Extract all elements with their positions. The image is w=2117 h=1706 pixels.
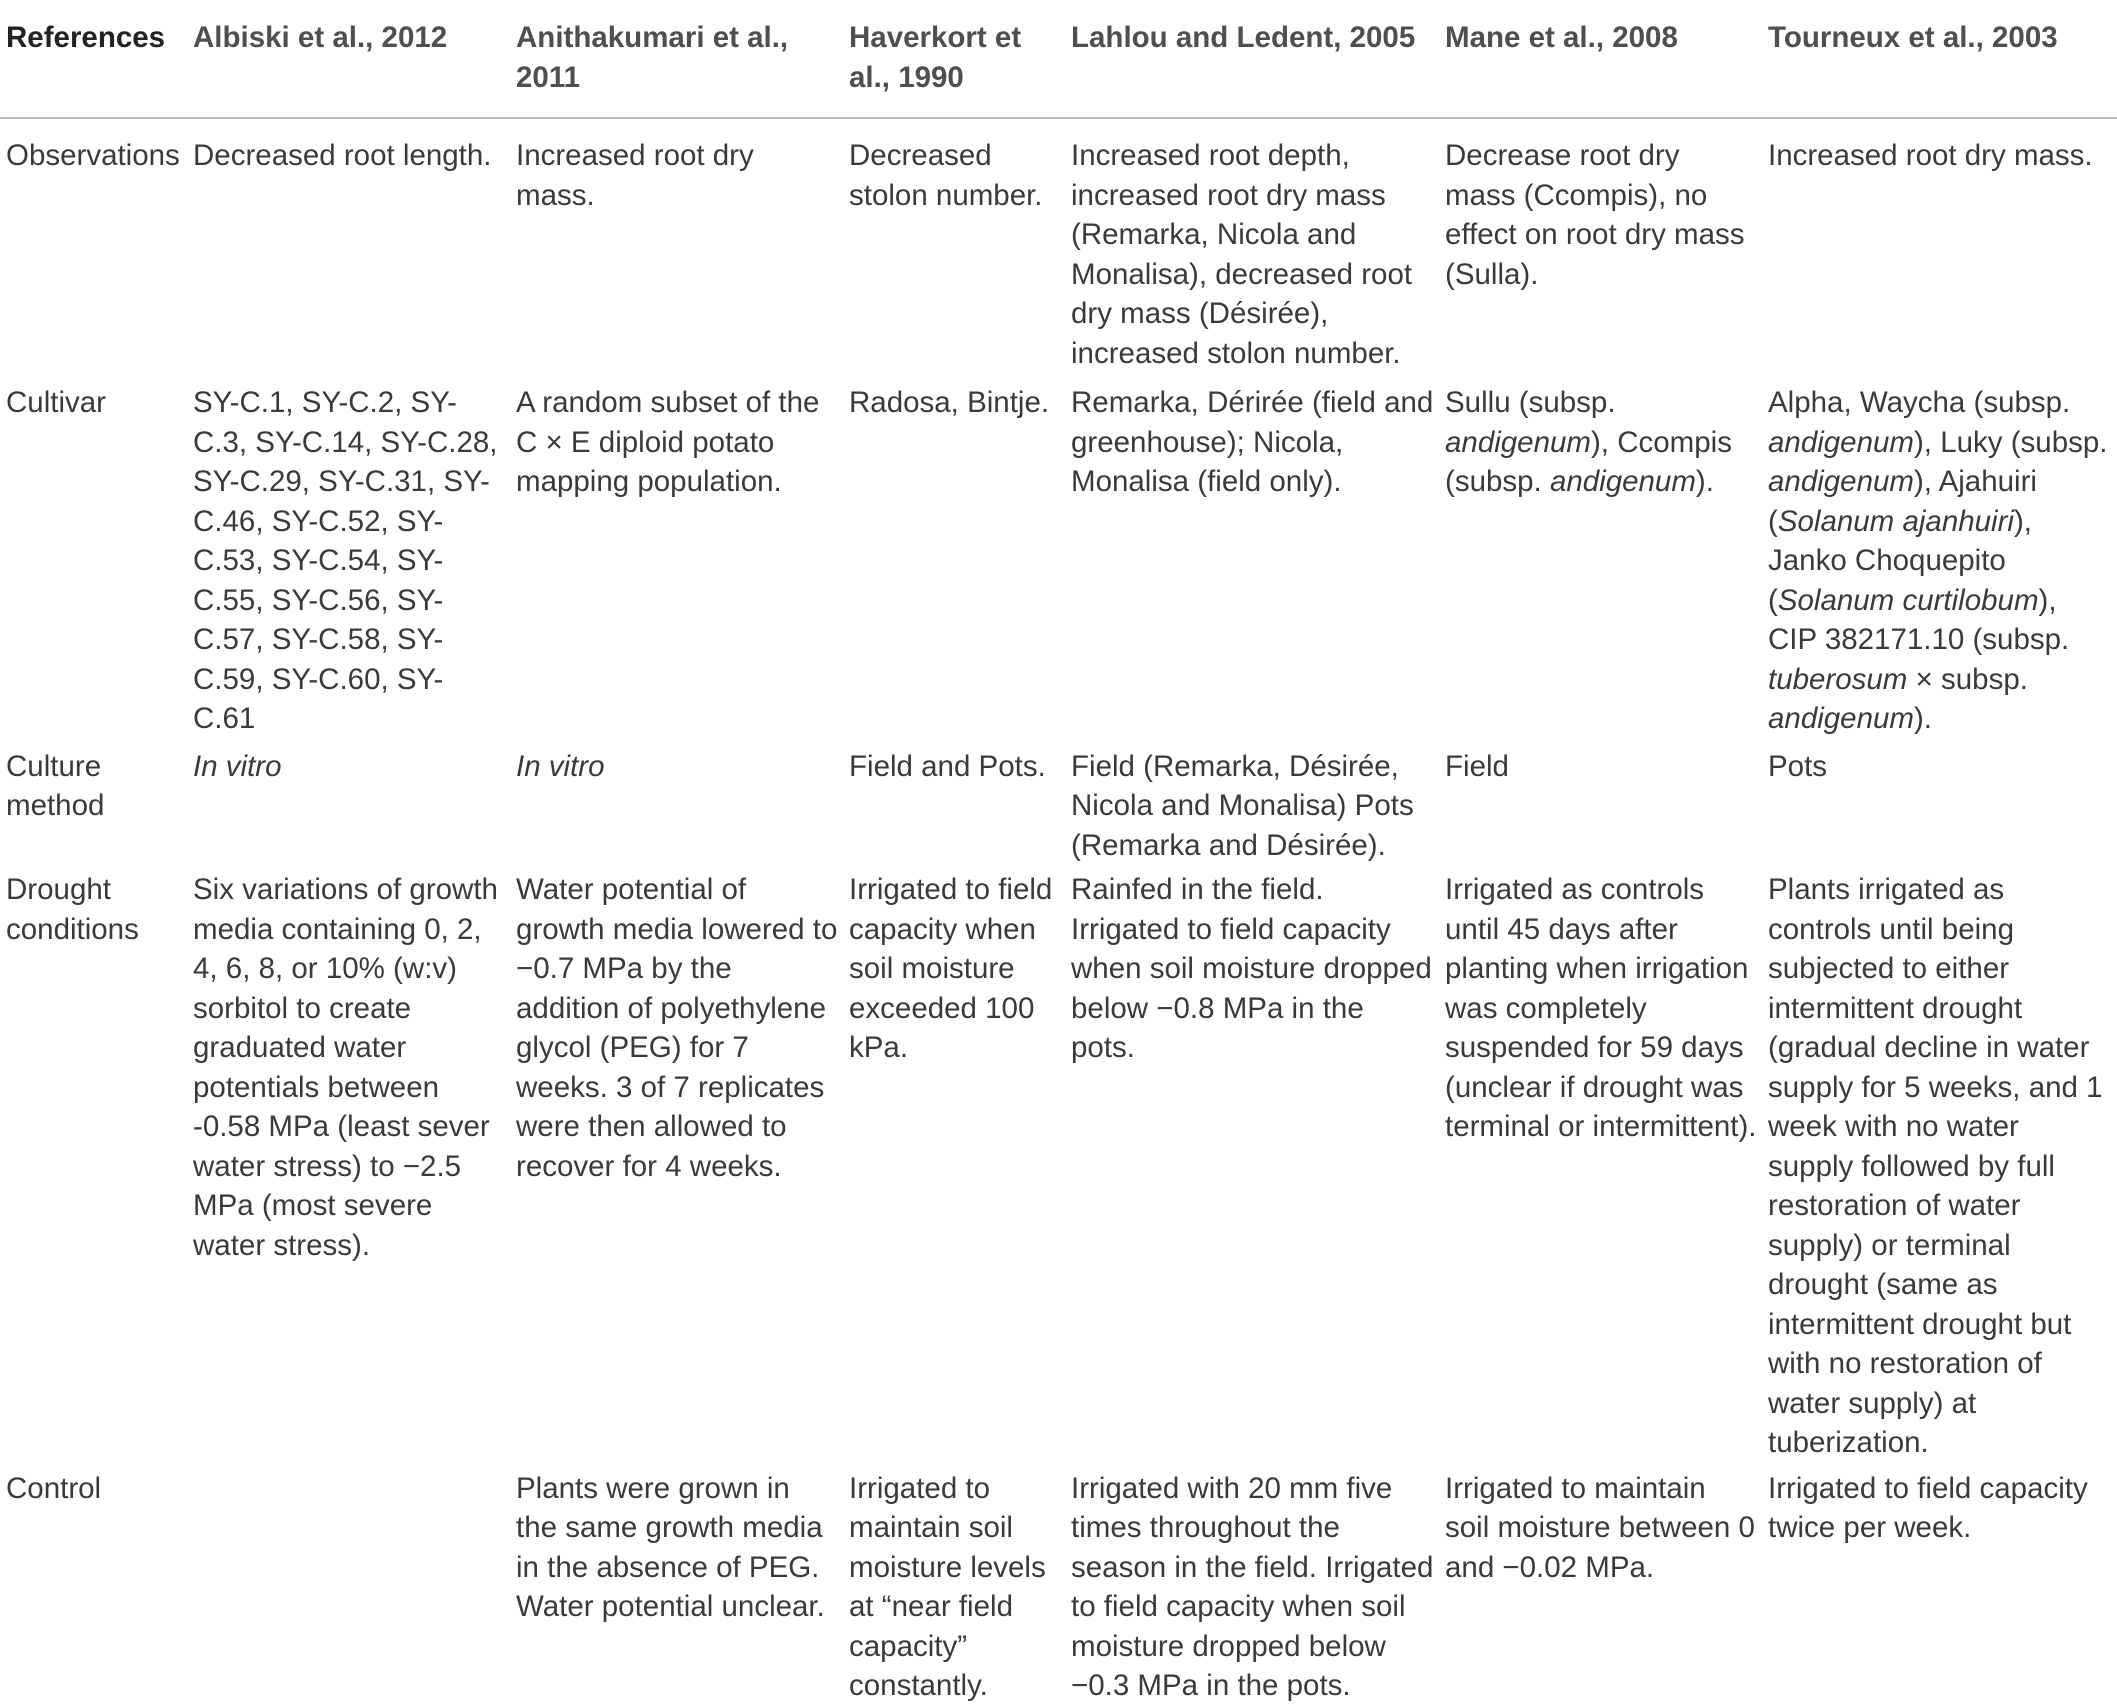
cell-observations-lahlou: Increased root depth, increased root dry mass (Remarka, Nicola and Monalisa), decreased root dry mass (Désirée), increased stolon number. [1071, 139, 1413, 370]
header-references: References [0, 0, 190, 118]
cell-drought-anithakumari: Water potential of growth media lowered to −0.7 MPa by the addition of polyethylene glycol (PEG) for 7 weeks. 3 of 7 replicates were then allowed to recover for 4 weeks. [516, 873, 838, 1183]
cell-drought-mane: Irrigated as controls until 45 days after planting when irrigation was completely suspended for 59 days (unclear if drought was terminal or intermittent). [1445, 873, 1757, 1143]
header-lahlou: Lahlou and Ledent, 2005 [1068, 0, 1442, 118]
row-label-culture-method: Culture method [6, 749, 105, 822]
cell-cultivar-tourneux: Alpha, Waycha (subsp. andigenum), Luky (subsp. andigenum), Ajahuiri (Solanum ajanhuiri), Janko Choquepito (Solanum curtilobum), CIP 382171.10 (subsp. tuberosum × subsp. andigenum). [1768, 386, 2108, 735]
cell-drought-tourneux: Plants irrigated as controls until being subjected to either intermittent drought (gradual decline in water supply for 5 weeks, and 1 week with no water supply followed by full restoration of water supply) or terminal drought (same as intermittent drought but with no restoration of water supply) at tuberization. [1768, 873, 2103, 1459]
header-row [0, 0, 2117, 118]
table-row-control [0, 1469, 2117, 1706]
cell-culture-method-anithakumari: In vitro [516, 749, 605, 783]
cell-control-lahlou: Irrigated with 20 mm five times throughout the season in the field. Irrigated to field capacity when soil moisture dropped below −0.3 MPa in the pots. [1071, 1471, 1434, 1702]
table-row-culture-method [0, 747, 2117, 871]
table-row-observations [0, 118, 2117, 383]
cell-cultivar-mane: Sullu (subsp. andigenum), Ccompis (subsp. andigenum). [1445, 386, 1732, 498]
cell-observations-mane: Decrease root dry mass (Ccompis), no effect on root dry mass (Sulla). [1445, 139, 1745, 291]
cell-cultivar-haverkort: Radosa, Bintje. [849, 386, 1050, 419]
cell-control-tourneux: Irrigated to field capacity twice per week. [1768, 1471, 2088, 1544]
table-row-drought-conditions [0, 870, 2117, 1469]
cell-observations-anithakumari: Increased root dry mass. [516, 139, 754, 212]
row-label-control: Control [6, 1471, 102, 1505]
header-mane: Mane et al., 2008 [1442, 0, 1765, 118]
cell-observations-tourneux: Increased root dry mass. [1768, 139, 2093, 172]
row-label-cultivar: Cultivar [6, 386, 106, 419]
cell-cultivar-anithakumari: A random subset of the C × E diploid potato mapping population. [516, 386, 820, 498]
table-row-cultivar [0, 383, 2117, 747]
cell-drought-haverkort: Irrigated to field capacity when soil moisture exceeded 100 kPa. [849, 873, 1053, 1064]
cell-culture-method-albiski: In vitro [193, 749, 282, 783]
cell-control-haverkort: Irrigated to maintain soil moisture levels at “near field capacity” constantly. [849, 1471, 1046, 1702]
cell-control-albiski [190, 1469, 513, 1706]
cell-culture-method-mane: Field [1445, 749, 1509, 783]
header-haverkort: Haverkort et al., 1990 [846, 0, 1068, 118]
cell-culture-method-lahlou: Field (Remarka, Désirée, Nicola and Monalisa) Pots (Remarka and Désirée). [1071, 749, 1414, 862]
cell-drought-albiski: Six variations of growth media containing 0, 2, 4, 6, 8, or 10% (w:v) sorbitol to create graduated water potentials between -0.58 MPa (least sever water stress) to −2.5 MPa (most severe water stress). [193, 873, 498, 1262]
cell-observations-albiski: Decreased root length. [193, 139, 492, 172]
header-tourneux: Tourneux et al., 2003 [1765, 0, 2117, 118]
cell-cultivar-albiski: SY-C.1, SY-C.2, SY-C.3, SY-C.14, SY-C.28, SY-C.29, SY-C.31, SY-C.46, SY-C.52, SY-C.53, SY-C.54, SY-C.55, SY-C.56, SY-C.57, SY-C.58, SY-C.59, SY-C.60, SY-C.61 [193, 386, 498, 735]
header-albiski: Albiski et al., 2012 [190, 0, 513, 118]
cell-cultivar-lahlou: Remarka, Dérirée (field and greenhouse); Nicola, Monalisa (field only). [1071, 386, 1434, 498]
cell-culture-method-haverkort: Field and Pots. [849, 749, 1046, 783]
cell-observations-haverkort: Decreased stolon number. [849, 139, 1043, 212]
row-label-drought-conditions: Drought conditions [6, 873, 139, 946]
cell-drought-lahlou: Rainfed in the field. Irrigated to field capacity when soil moisture dropped below −0.8 MPa in the pots. [1071, 873, 1432, 1064]
cell-control-anithakumari: Plants were grown in the same growth media in the absence of PEG. Water potential unclear. [516, 1471, 825, 1623]
header-anithakumari: Anithakumari et al., 2011 [513, 0, 846, 118]
cell-control-mane: Irrigated to maintain soil moisture between 0 and −0.02 MPa. [1445, 1471, 1755, 1584]
row-label-observations: Observations [6, 139, 180, 172]
cell-culture-method-tourneux: Pots [1768, 749, 1828, 783]
